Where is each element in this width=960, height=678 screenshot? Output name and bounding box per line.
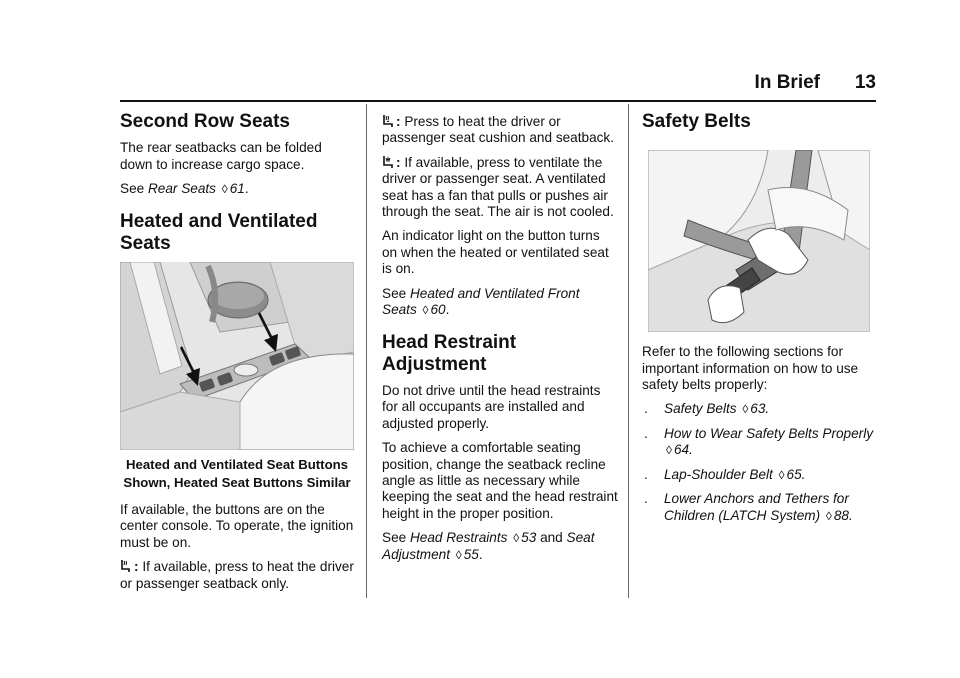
paragraph-seatback: : If available, press to heat the driver or passenger seatback only. [120, 559, 354, 591]
bullet-dot: . [644, 425, 648, 441]
page-ref-icon: ◊ [742, 402, 749, 417]
reference-label[interactable]: Lower Anchors and Tethers for Children (LATCH System) [664, 491, 849, 523]
reference-item[interactable]: . Safety Belts ◊ 63. [644, 401, 770, 417]
see-word: See [382, 285, 407, 301]
heading-safety-belts: Safety Belts [642, 111, 751, 132]
link-seat-adjustment-page[interactable]: 55 [463, 546, 479, 562]
column-divider-2 [628, 104, 629, 598]
link-head-restraints-page[interactable]: 53 [521, 530, 537, 546]
see-rear-seats: See Rear Seats ◊ 61. [120, 181, 249, 197]
paragraph-fold: The rear seatbacks can be folded down to increase cargo space. [120, 140, 322, 172]
column-3 [642, 104, 876, 532]
reference-item[interactable]: . Lap-Shoulder Belt ◊ 65. [644, 466, 806, 482]
section-title: In Brief [754, 72, 820, 93]
seatback-text: If available, press to heat the driver or passenger seatback only. [120, 559, 354, 591]
heading-head-restraint: Head Restraint Adjustment [382, 332, 517, 375]
safety-belt-references [642, 401, 876, 523]
paragraph-do-not-drive: Do not drive until the head restraints for all occupants are installed and adjusted properly. [382, 383, 601, 431]
link-heated-front-seats[interactable]: Heated and Ventilated Front Seats [382, 285, 580, 318]
paragraph-indicator: An indicator light on the button turns on when the heated or ventilated seat is on. [382, 228, 609, 277]
heading-heated-ventilated: Heated and Ventilated Seats [120, 211, 318, 254]
figure-caption: Heated and Ventilated Seat Buttons Shown, Heated Seat Buttons Similar [123, 457, 351, 491]
bullet-dot: . [644, 491, 648, 507]
column-1 [120, 104, 354, 600]
see-heated-front: See Heated and Ventilated Front Seats ◊ 60. [382, 285, 580, 318]
paragraph-ventilate: : If available, press to ventilate the driver or passenger seat. A ventilated seat has a fan that pulls or pushes air through the seat. The air is not cooled. [382, 154, 614, 220]
column-divider-1 [366, 104, 367, 598]
column-2 [382, 104, 618, 571]
paragraph-refer: Refer to the following sections for important information on how to use safety belts properly: [642, 344, 859, 393]
reference-item[interactable]: . How to Wear Safety Belts Properly ◊ 64. [644, 425, 874, 458]
reference-page[interactable]: 65 [786, 466, 802, 482]
reference-page[interactable]: 88 [833, 507, 849, 523]
reference-page[interactable]: 64 [673, 442, 690, 458]
paragraph-cushion: : Press to heat the driver or passenger seat cushion and seatback. [382, 114, 615, 146]
cushion-text: Press to heat the driver or passenger seat cushion and seatback. [382, 114, 615, 146]
link-head-restraints[interactable]: Head Restraints [409, 530, 508, 546]
link-seat-adjustment[interactable]: Seat Adjustment [382, 530, 595, 562]
reference-label[interactable]: How to Wear Safety Belts Properly [664, 425, 874, 441]
page-ref-icon: ◊ [666, 443, 672, 458]
page-ref-icon: ◊ [513, 531, 520, 546]
safety-belt-illustration [648, 150, 870, 332]
reference-page[interactable]: 63 [750, 401, 766, 417]
heading-second-row-seats: Second Row Seats [120, 111, 290, 132]
bullet-dot: . [644, 466, 648, 482]
heated-seatback-icon [120, 559, 132, 573]
link-heated-front-page[interactable]: 60 [430, 302, 446, 318]
and-word: and [540, 530, 563, 546]
link-rear-seats[interactable]: Rear Seats [147, 181, 216, 197]
page-number: 13 [854, 72, 876, 93]
page-ref-icon: ◊ [422, 303, 429, 318]
reference-item[interactable]: . Lower Anchors and Tethers for Children (LATCH System) ◊ 88. [644, 491, 853, 523]
see-word: See [382, 530, 407, 546]
console-buttons-illustration [120, 262, 354, 450]
page-ref-icon: ◊ [221, 182, 228, 197]
see-head-restraints: See Head Restraints ◊ 53 and Seat Adjustment ◊ 55. [382, 530, 595, 562]
paragraph-comfortable: To achieve a comfortable seating position, change the seatback recline angle as little as necessary while keeping the seat and the head restraint height in the proper position. [382, 440, 618, 521]
bullet-dot: . [644, 401, 648, 417]
paragraph-buttons: If available, the buttons are on the center console. To operate, the ignition must be on. [120, 502, 354, 550]
ventilated-seat-icon [382, 155, 394, 169]
page-ref-icon: ◊ [455, 547, 462, 562]
reference-label[interactable]: Safety Belts [664, 401, 737, 417]
link-rear-seats-page[interactable]: 61 [229, 181, 245, 197]
page-ref-icon: ◊ [778, 467, 785, 482]
see-word: See [120, 181, 145, 197]
page-ref-icon: ◊ [825, 508, 832, 523]
header-rule [120, 100, 876, 102]
heated-seat-cushion-icon [382, 114, 394, 128]
page-header [120, 72, 876, 96]
ventilate-text: If available, press to ventilate the driver or passenger seat. A ventilated seat has a fan that pulls or pushes air through the seat. The air is not cooled. [382, 154, 614, 220]
reference-label[interactable]: Lap-Shoulder Belt [664, 466, 773, 482]
